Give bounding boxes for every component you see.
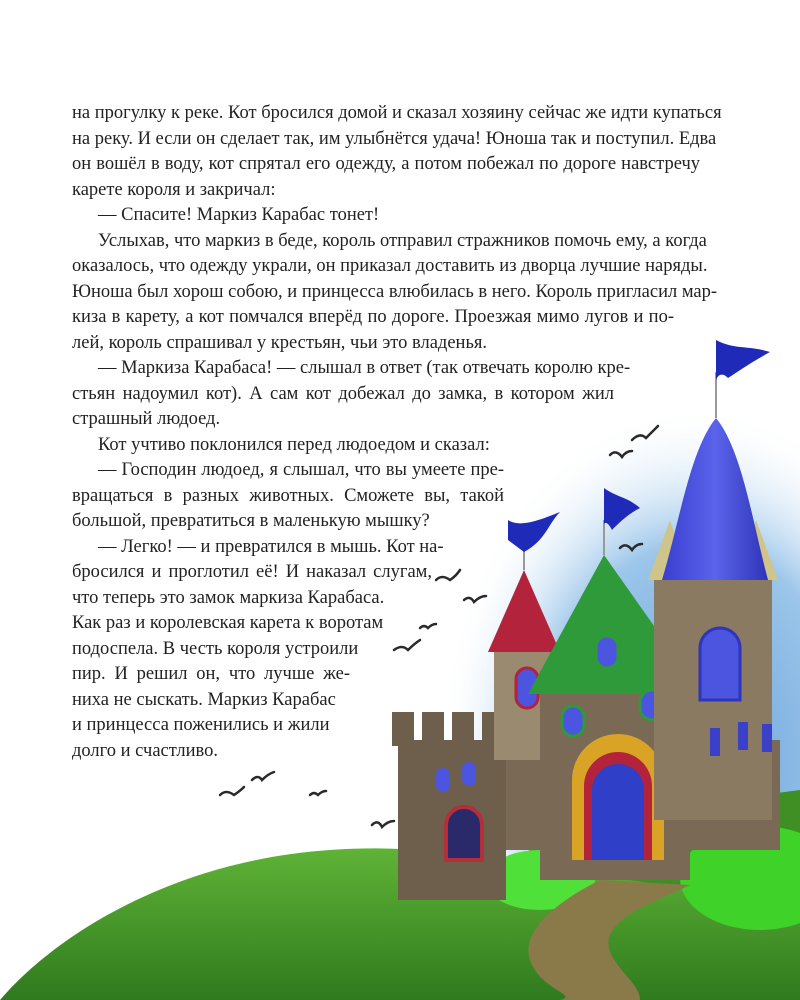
story-line-26: долго и счастливо. xyxy=(72,740,218,761)
story-text xyxy=(72,101,722,764)
story-line-13: страшный людоед. xyxy=(72,409,221,429)
story-line-11: — Маркиза Карабаса! — слышал в ответ (так отвечать королю кре- xyxy=(98,358,631,378)
story-line-9: киза в карету, а кот помчался вперёд по дороге. Проезжая мимо лугов и по- xyxy=(72,307,674,327)
story-line-3: он вошёл в воду, кот спрятал его одежду, а потом побежал по дороге навстречу xyxy=(72,154,700,174)
story-line-5: — Спасите! Маркиз Карабас тонет! xyxy=(98,205,380,225)
story-line-23: пир. И решил он, что лучше же- xyxy=(72,664,350,684)
story-line-7: оказалось, что одежду украли, он приказал доставить из дворца лучшие наряды. xyxy=(72,256,708,276)
story-line-20: что теперь это замок маркиза Карабаса. xyxy=(72,587,385,608)
story-line-24: ниха не сыскать. Маркиз Карабас xyxy=(72,689,336,710)
story-line-16: вращаться в разных животных. Сможете вы, такой xyxy=(72,485,504,506)
story-line-1: на прогулку к реке. Кот бросился домой и сказал хозяину сейчас же идти купаться xyxy=(72,103,722,123)
story-line-12: стьян надоумил кот). А сам кот добежал до замка, в котором жил xyxy=(72,383,614,404)
story-line-10: лей, король спрашивал у крестьян, чьи это владенья. xyxy=(72,332,488,353)
story-line-6: Услыхав, что маркиз в беде, король отправил стражников помочь ему, а когда xyxy=(98,230,707,251)
story-line-8: Юноша был хорош собою, и принцесса влюбилась в него. Король пригласил мар- xyxy=(72,281,718,302)
story-line-21: Как раз и королевская карета к воротам xyxy=(72,613,384,633)
story-line-4: карете короля и закричал: xyxy=(72,179,276,200)
story-line-17: большой, превратиться в маленькую мышку? xyxy=(72,511,430,531)
story-line-15: — Господин людоед, я слышал, что вы умеете пре- xyxy=(98,460,504,480)
story-line-22: подоспела. В честь короля устроили xyxy=(72,638,359,659)
story-line-2: на реку. И если он сделает так, им улыбнётся удача! Юноша так и поступил. Едва xyxy=(72,128,717,149)
story-line-18: — Легко! — и превратился в мышь. Кот на- xyxy=(98,536,444,557)
story-line-19: бросился и проглотил её! И наказал слугам, xyxy=(72,562,432,582)
story-line-25: и принцесса поженились и жили xyxy=(72,715,330,735)
story-line-14: Кот учтиво поклонился перед людоедом и сказал: xyxy=(98,434,490,455)
